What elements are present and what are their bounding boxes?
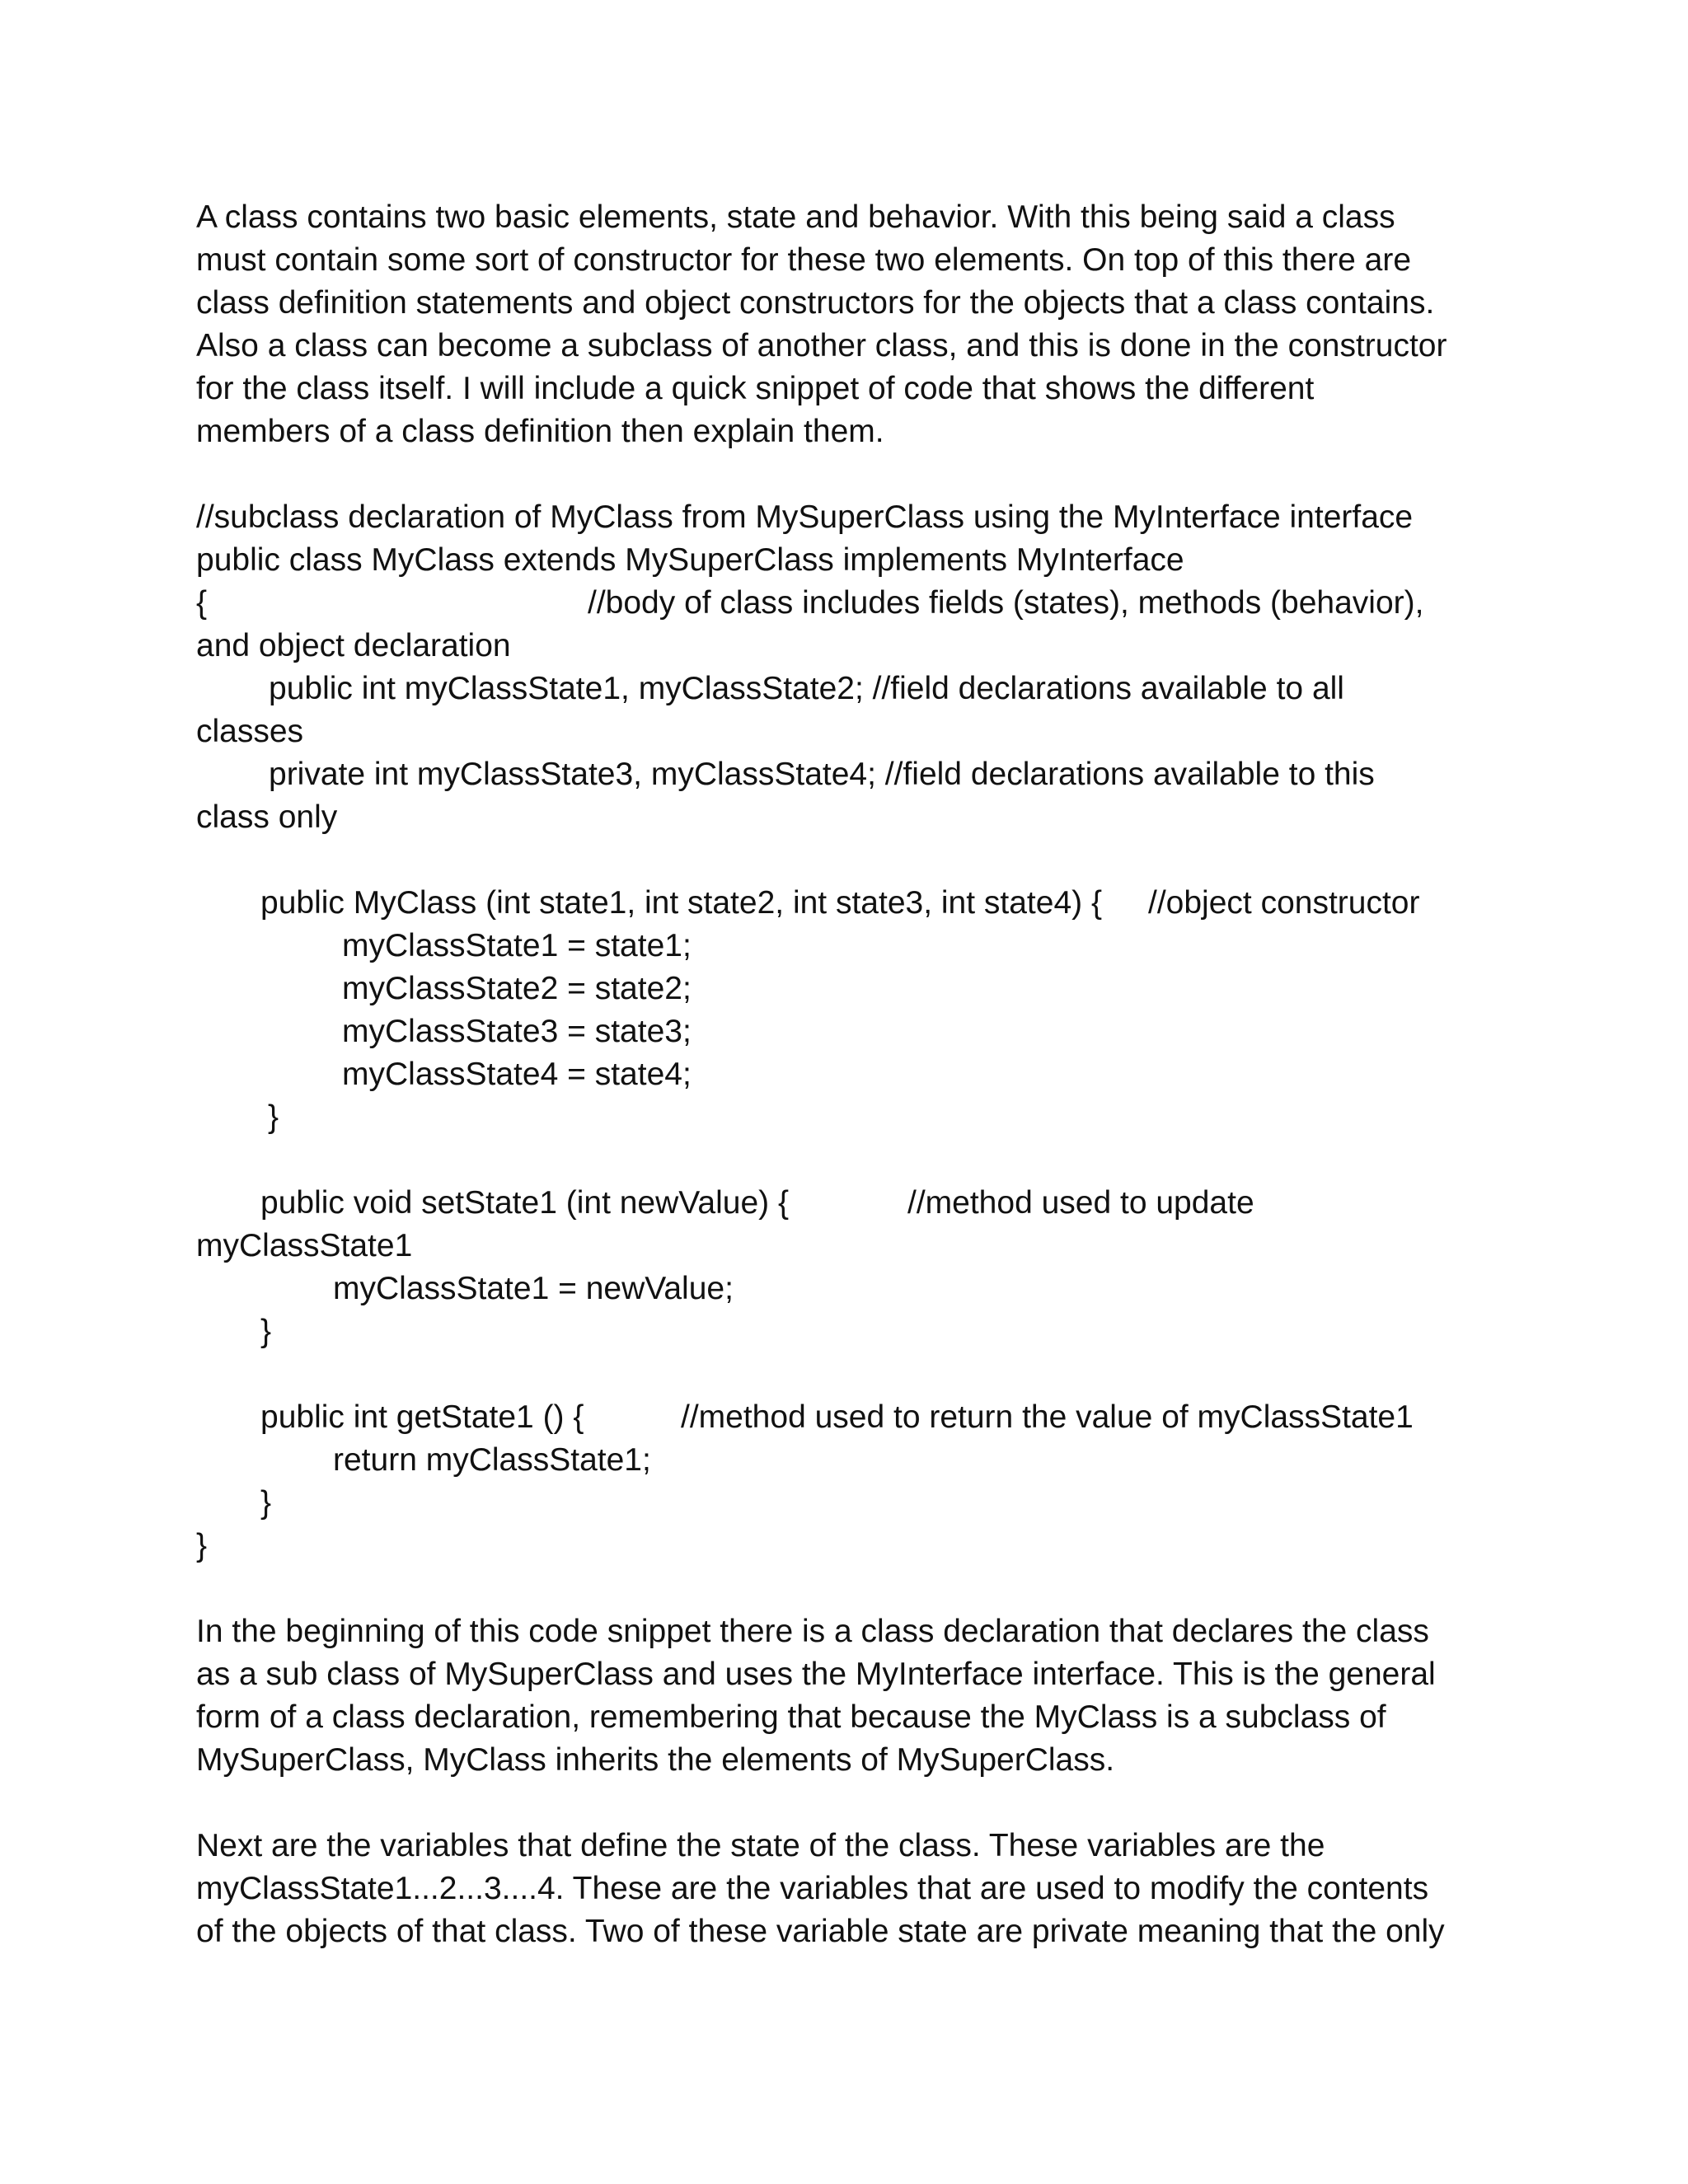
code-constructor-body-line: myClassState1 = state1;: [342, 928, 692, 963]
intro-line: for the class itself. I will include a quick snippet of code that shows the different: [196, 371, 1315, 406]
code-constructor-body-line: myClassState2 = state2;: [342, 971, 692, 1006]
intro-line: class definition statements and object constructors for the objects that a class contains.: [196, 285, 1435, 321]
code-getter-signature: public int getState1 () {: [260, 1399, 584, 1435]
code-getter-body: return myClassState1;: [333, 1442, 651, 1478]
code-class-close: }: [196, 1528, 208, 1563]
explanation-line: as a sub class of MySuperClass and uses the MyInterface interface. This is the general: [196, 1657, 1436, 1692]
code-constructor-body-line: myClassState4 = state4;: [342, 1057, 692, 1092]
code-getter-close: }: [260, 1485, 272, 1521]
code-body-comment-wrap: and object declaration: [196, 628, 511, 663]
code-body-comment: //body of class includes fields (states), methods (behavior),: [588, 585, 1424, 621]
code-open-brace: {: [196, 585, 208, 621]
code-setter-signature: public void setState1 (int newValue) {: [260, 1185, 789, 1221]
code-decl-comment: //subclass declaration of MyClass from MySuperClass using the MyInterface interface: [196, 499, 1414, 535]
code-constructor-comment: //object constructor: [1148, 885, 1420, 921]
code-setter-comment-wrap: myClassState1: [196, 1228, 413, 1263]
explanation-line: myClassState1...2...3....4. These are the variables that are used to modify the contents: [196, 1871, 1429, 1906]
code-constructor-signature: public MyClass (int state1, int state2, int state3, int state4) {: [260, 885, 1102, 921]
code-field-public: public int myClassState1, myClassState2; //field declarations available to all: [269, 671, 1344, 706]
code-constructor-body-line: myClassState3 = state3;: [342, 1014, 692, 1049]
code-field-private-wrap: class only: [196, 799, 338, 835]
code-getter-comment: //method used to return the value of myClassState1: [681, 1399, 1414, 1435]
explanation-line: MySuperClass, MyClass inherits the elements of MySuperClass.: [196, 1742, 1115, 1778]
code-setter-body: myClassState1 = newValue;: [333, 1271, 734, 1306]
code-class-declaration: public class MyClass extends MySuperClass implements MyInterface: [196, 542, 1184, 578]
code-field-public-wrap: classes: [196, 714, 304, 749]
code-constructor-close: }: [268, 1099, 279, 1135]
code-field-private: private int myClassState3, myClassState4; //field declarations available to this: [269, 757, 1375, 792]
intro-line: must contain some sort of constructor for these two elements. On top of this there are: [196, 242, 1412, 278]
code-setter-close: }: [260, 1314, 272, 1349]
intro-line: A class contains two basic elements, state and behavior. With this being said a class: [196, 199, 1395, 235]
explanation-line: In the beginning of this code snippet there is a class declaration that declares the class: [196, 1614, 1429, 1649]
intro-line: members of a class definition then explain them.: [196, 414, 884, 449]
intro-line: Also a class can become a subclass of another class, and this is done in the constructor: [196, 328, 1447, 363]
explanation-line: Next are the variables that define the state of the class. These variables are the: [196, 1828, 1325, 1863]
code-setter-comment: //method used to update: [907, 1185, 1254, 1221]
explanation-line: form of a class declaration, remembering that because the MyClass is a subclass of: [196, 1699, 1386, 1735]
explanation-line: of the objects of that class. Two of these variable state are private meaning that the only: [196, 1914, 1445, 1949]
